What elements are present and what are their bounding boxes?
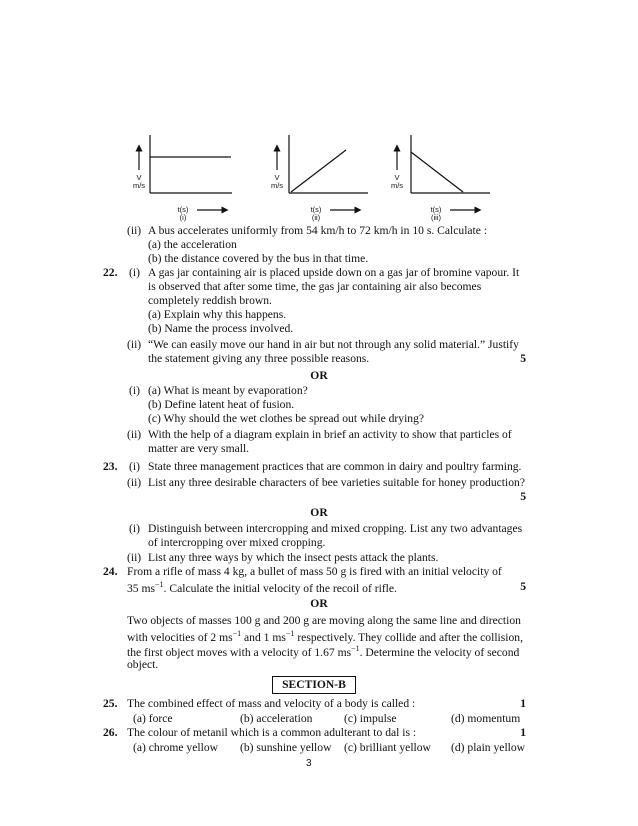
q26-number: 26. bbox=[103, 726, 118, 739]
q23-alt-ii-text: List any three ways by which the insect pests attack the plants. bbox=[148, 551, 439, 564]
q23-alt-ii-number: (ii) bbox=[127, 551, 142, 564]
graph-i-constant-velocity bbox=[139, 135, 232, 210]
q22-alt-ii-line2: matter are very small. bbox=[148, 442, 250, 455]
q21-part-ii-number: (ii) bbox=[127, 224, 142, 237]
q26-option-d: (d) plain yellow bbox=[451, 741, 526, 754]
graph-ii-caption: (ii) bbox=[311, 213, 321, 222]
graph-iii-y-label-v: V bbox=[394, 173, 400, 182]
graph-ii-x-label: t(s) bbox=[310, 205, 322, 214]
q22-i-number: (i) bbox=[129, 266, 140, 279]
q23-i-number: (i) bbox=[129, 460, 140, 473]
q24-alt-line3: the first object moves with a velocity of 1.67 $ms^{-1}$. Determine the velocity of second bbox=[127, 644, 520, 659]
q24-line2: 35 $ms^{-1}$. Calculate the initial velocity of the recoil of rifle. bbox=[127, 580, 397, 595]
q23-or: OR bbox=[310, 506, 328, 519]
q23-alt-i-line2: of intercropping over mixed cropping. bbox=[148, 536, 326, 549]
graph-i-y-label-v: V bbox=[136, 173, 142, 182]
q22-number: 22. bbox=[103, 266, 118, 279]
q22-alt-b: (b) Define latent heat of fusion. bbox=[148, 398, 295, 411]
q22-ii-line1: “We can easily move our hand in air but not through any solid material.” Justify bbox=[148, 338, 519, 351]
graph-ii-y-label-unit: m/s bbox=[270, 181, 284, 190]
q25-option-a: (a) force bbox=[133, 712, 173, 725]
q23-alt-i-line1: Distinguish between intercropping and mixed cropping. List any two advantages bbox=[148, 522, 523, 535]
q23-i-text: State three management practices that are common in dairy and poultry farming. bbox=[148, 460, 522, 473]
q24-alt-line2: with velocities of 2 $ms^{-1}$ and 1 $ms^{-1}$ respectively. They collide and after the collision, bbox=[127, 629, 523, 644]
velocity-time-graphs bbox=[0, 0, 638, 230]
q22-or: OR bbox=[310, 369, 328, 382]
q22-ii-line2: the statement giving any three possible reasons. bbox=[148, 352, 370, 365]
q22-ii-number: (ii) bbox=[127, 338, 142, 351]
q22-alt-i-number: (i) bbox=[129, 384, 140, 397]
page-number: 3 bbox=[306, 758, 312, 769]
q22-i-a: (a) Explain why this happens. bbox=[148, 308, 287, 321]
q23-ii-number: (ii) bbox=[127, 476, 142, 489]
q25-marks: 1 bbox=[520, 697, 526, 710]
q21-sub-a: (a) the acceleration bbox=[148, 238, 237, 251]
q24-marks: 5 bbox=[520, 580, 526, 593]
graph-iii-x-label: t(s) bbox=[430, 205, 442, 214]
q25-number: 25. bbox=[103, 697, 118, 710]
q24-or: OR bbox=[310, 597, 328, 610]
q24-number: 24. bbox=[103, 565, 118, 578]
q26-option-c: (c) brilliant yellow bbox=[344, 741, 431, 754]
q23-marks: 5 bbox=[520, 490, 526, 503]
q26-option-a: (a) chrome yellow bbox=[133, 741, 218, 754]
graph-i-y-label-unit: m/s bbox=[132, 181, 146, 190]
q21-sub-b: (b) the distance covered by the bus in that time. bbox=[148, 252, 369, 265]
q23-number: 23. bbox=[103, 460, 118, 473]
q26-text: The colour of metanil which is a common adulterant to dal is : bbox=[127, 726, 417, 739]
graph-i-x-label: t(s) bbox=[177, 205, 189, 214]
graph-iii-y-label-unit: m/s bbox=[390, 181, 404, 190]
q22-marks: 5 bbox=[520, 352, 526, 365]
graph-ii-increasing-velocity bbox=[277, 135, 368, 210]
q25-option-b: (b) acceleration bbox=[240, 712, 313, 725]
q26-option-b: (b) sunshine yellow bbox=[240, 741, 332, 754]
q25-option-d: (d) momentum bbox=[451, 712, 521, 725]
q25-text: The combined effect of mass and velocity of a body is called : bbox=[127, 697, 416, 710]
q24-line1: From a rifle of mass 4 kg, a bullet of mass 50 g is fired with an initial velocity of bbox=[127, 565, 502, 578]
graph-iii-decreasing-velocity bbox=[397, 135, 490, 210]
q26-marks: 1 bbox=[520, 726, 526, 739]
q23-ii-text: List any three desirable characters of bee varieties suitable for honey production? bbox=[148, 476, 525, 489]
q22-alt-c: (c) Why should the wet clothes be spread out while drying? bbox=[148, 412, 425, 425]
graph-ii-y-label-v: V bbox=[274, 173, 280, 182]
q24-alt-line1: Two objects of masses 100 g and 200 g are moving along the same line and direction bbox=[127, 614, 521, 627]
q22-alt-ii-line1: With the help of a diagram explain in brief an activity to show that particles of bbox=[148, 428, 512, 441]
q24-alt-line4: object. bbox=[127, 658, 159, 671]
q22-alt-ii-number: (ii) bbox=[127, 428, 142, 441]
q22-i-line3: completely reddish brown. bbox=[148, 294, 272, 307]
graph-iii-caption: (iii) bbox=[431, 213, 441, 222]
graph-i-caption: (i) bbox=[179, 213, 187, 222]
q22-i-line2: is observed that after some time, the gas jar containing air also becomes bbox=[148, 280, 482, 293]
q25-option-c: (c) impulse bbox=[344, 712, 397, 725]
q22-alt-a: (a) What is meant by evaporation? bbox=[148, 384, 308, 397]
q22-i-b: (b) Name the process involved. bbox=[148, 322, 294, 335]
q21-part-ii-text: A bus accelerates uniformly from 54 km/h to 72 km/h in 10 s. Calculate : bbox=[148, 224, 488, 237]
q23-alt-i-number: (i) bbox=[129, 522, 140, 535]
section-b-heading: SECTION-B bbox=[272, 676, 356, 694]
q22-i-line1: A gas jar containing air is placed upside down on a gas jar of bromine vapour. It bbox=[148, 266, 520, 279]
